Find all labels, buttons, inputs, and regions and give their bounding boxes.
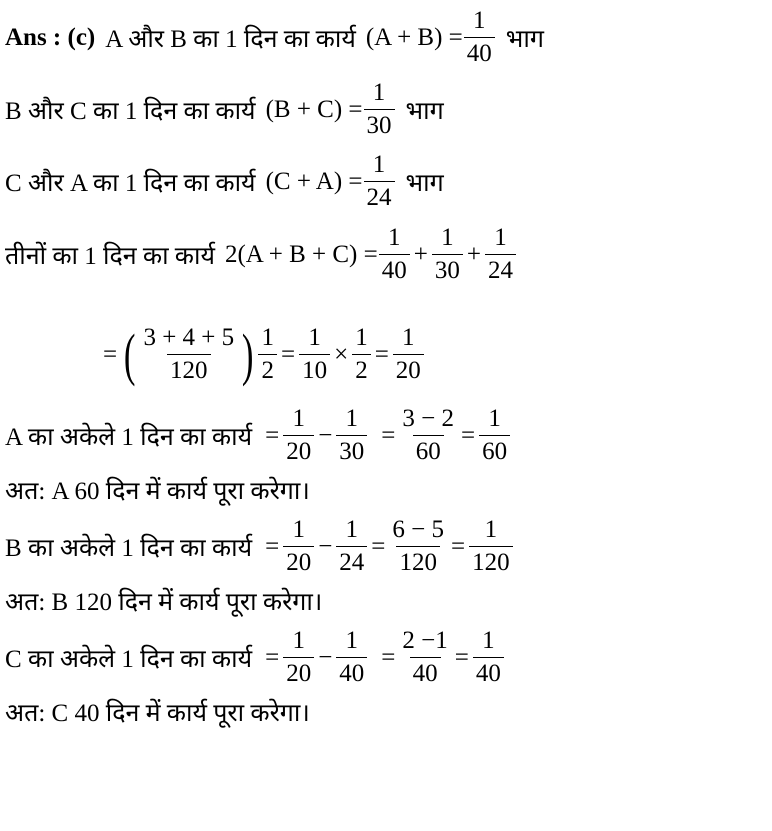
minus-sign: −: [318, 421, 333, 449]
abc-fraction-1: $\frac{1}{40}$: [379, 222, 410, 287]
c-fraction-2: $\frac{1}{40}$: [336, 625, 367, 690]
times-sign: ×: [334, 340, 349, 368]
equals-sign: =: [265, 532, 280, 560]
half-fraction-2: $\frac{1}{2}$: [352, 322, 371, 387]
c-fraction-3: $\frac{2 -1}{40}$: [399, 625, 450, 690]
abc-text: तीनों का 1 दिन का कार्य: [5, 242, 215, 270]
a-fraction-1: $\frac{1}{20}$: [283, 403, 314, 468]
b-conclusion: अत: B 120 दिन में कार्य पूरा करेगा।: [5, 589, 323, 616]
bc-text: B और C का 1 दिन का कार्य: [5, 97, 256, 125]
plus-sign: +: [466, 240, 481, 268]
line-a-work: [5, 403, 511, 468]
c-conclusion: अत: C 40 दिन में कार्य पूरा करेगा।: [5, 700, 310, 727]
equals-sign: =: [381, 643, 396, 671]
abc-fraction-2: $\frac{1}{30}$: [432, 222, 463, 287]
a-fraction-4: $\frac{1}{60}$: [479, 403, 510, 468]
b-fraction-4: $\frac{1}{120}$: [469, 514, 513, 579]
b-text: B का अकेले 1 दिन का कार्य: [5, 534, 253, 562]
right-paren: ): [242, 321, 254, 387]
line-simplification: [100, 322, 425, 387]
a-fraction-3: $\frac{3 - 2}{60}$: [399, 403, 457, 468]
minus-sign: −: [318, 532, 333, 560]
ca-expr: (C + A) =: [265, 167, 363, 195]
bc-unit: भाग: [405, 97, 444, 125]
a-conclusion: अत: A 60 दिन में कार्य पूरा करेगा।: [5, 478, 310, 505]
equals-sign: =: [280, 340, 296, 368]
b-fraction-3: $\frac{6 - 5}{120}$: [389, 514, 447, 579]
bc-fraction: $\frac{1}{30}$: [364, 77, 395, 142]
b-fraction-1: $\frac{1}{20}$: [283, 514, 314, 579]
ab-text: A और B का 1 दिन का कार्य: [105, 25, 356, 53]
ca-unit: भाग: [405, 169, 444, 197]
minus-sign: −: [318, 643, 333, 671]
equals-sign: =: [451, 532, 466, 560]
equals-sign: =: [374, 340, 389, 368]
line-ab-work: [5, 5, 544, 70]
line-b-work: [5, 514, 514, 579]
a-text: A का अकेले 1 दिन का कार्य: [5, 423, 253, 451]
b-fraction-2: $\frac{1}{24}$: [336, 514, 367, 579]
ab-expr: (A + B) =: [365, 23, 463, 51]
abc-expr: 2(A + B + C) =: [224, 240, 378, 268]
equals-sign: =: [265, 643, 280, 671]
equals-sign: =: [454, 643, 469, 671]
ca-fraction: $\frac{1}{24}$: [364, 149, 395, 214]
ab-fraction: $\frac{1}{40}$: [464, 5, 495, 70]
abc-fraction-3: $\frac{1}{24}$: [485, 222, 516, 287]
equals-sign: =: [265, 421, 280, 449]
bc-expr: (B + C) =: [265, 95, 363, 123]
line-bc-work: [5, 77, 444, 142]
twentieth-fraction: $\frac{1}{20}$: [393, 322, 424, 387]
c-fraction-4: $\frac{1}{40}$: [473, 625, 504, 690]
c-text: C का अकेले 1 दिन का कार्य: [5, 645, 253, 673]
line-abc-work: [5, 222, 517, 287]
line-c-work: [5, 625, 505, 690]
equals-sign: =: [103, 340, 118, 368]
tenth-fraction: $\frac{1}{10}$: [299, 322, 330, 387]
plus-sign: +: [413, 240, 428, 268]
equals-sign: =: [371, 532, 386, 560]
left-paren: (: [123, 321, 136, 387]
equals-sign: =: [381, 421, 396, 449]
ab-unit: भाग: [505, 25, 544, 53]
ca-text: C और A का 1 दिन का कार्य: [5, 169, 256, 197]
half-fraction: $\frac{1}{2}$: [258, 322, 277, 387]
line-ca-work: [5, 149, 444, 214]
equals-sign: =: [461, 421, 476, 449]
c-fraction-1: $\frac{1}{20}$: [283, 625, 314, 690]
a-fraction-2: $\frac{1}{30}$: [336, 403, 367, 468]
answer-label: Ans : (c): [5, 23, 96, 51]
sum-fraction: $\frac{3 + 4 + 5}{120}$: [140, 322, 237, 387]
